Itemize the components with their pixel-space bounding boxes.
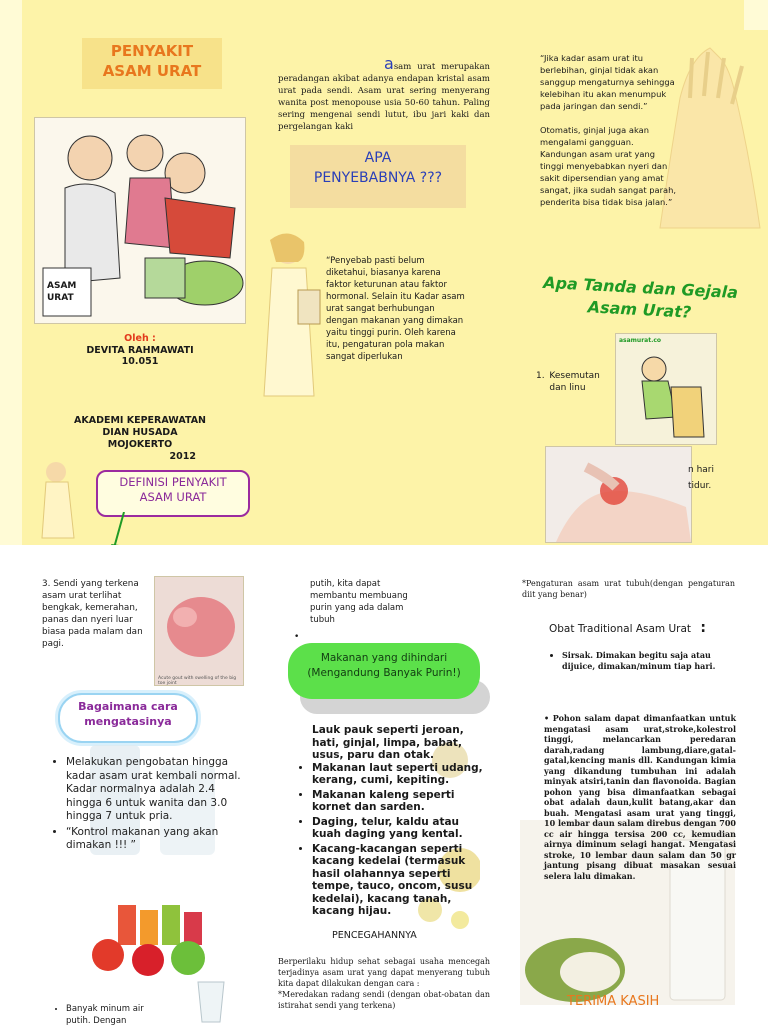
toe-photo-caption: Acute gout with swelling of the big toe joint [158, 676, 237, 686]
gout-cartoon-illustration [34, 117, 246, 324]
water-glass-image [190, 978, 232, 1024]
fruit-juices-image [88, 900, 228, 980]
makanan-item: Lauk pauk seperti jeroan, hati, ginjal, limpa, babat, usus, paru dan otak. [312, 724, 464, 761]
pencegahan-title: PENCEGAHANNYA [332, 930, 417, 941]
institution-block: AKADEMI KEPERAWATAN DIAN HUSADA MOJOKERTO 2012 [74, 415, 206, 462]
toe-drawing [155, 577, 243, 672]
site-label: asamurat.co [619, 337, 662, 344]
obat-title: Obat Traditional Asam Urat : [549, 620, 706, 636]
oleh-label: Oleh : [124, 333, 156, 344]
salam-bullet: • [544, 713, 553, 723]
sendi-paragraph: 3. Sendi yang terkena asam urat terlihat bengkak, kemerahan, panas dan nyeri luar biasa pada malam dan pagi. [42, 579, 143, 649]
author-name: DEVITA RAHMAWATI [86, 345, 194, 356]
mengatasi-list [48, 756, 244, 855]
author-nim: 10.051 [121, 356, 159, 367]
minum-item: • Banyak minum air putih. Dengan [66, 1003, 160, 1027]
makanan-dihindari-pill: Makanan yang dihindari (Mengandung Banyak Purin!) [288, 643, 480, 699]
intro-paragraph: asam urat merupakan peradangan akibat adanya endapan kristal asam urat pada sendi. Asam urat sering menyerang wanita post menopouse usia 50-60 tahun. Paling sering mengenai sendi lutut, ibu jari kaki dan pergelangan kaki [278, 54, 490, 132]
quote-ginjal: “Jika kadar asam urat itu berlebihan, ginjal tidak akan sanggup mengaturnya sehingga kelebihan itu akan menumpuk pada jaringan dan sendi.” Otomatis, ginjal juga akan mengalami gangguan. Kandungan asam urat yang tinggi menyebabkan nyeri dan sakit dipersendian yang amat sangat, jika sudah sangat parah, penderita bisa tidak bisa jalan.” [540, 53, 677, 207]
kesemutan-illustration [615, 333, 717, 445]
penyebab-paragraph: “Penyebab pasti belum diketahui, biasanya karena faktor keturunan atau faktor hormonal. Selain itu Kadar asam urat sangat berhubungan dengan makanan yang dimakan yaitu tinggi purin. Oleh karena itu, pengaturan pola makan sangat diperlukan [326, 256, 465, 362]
brochure-title: PENYAKIT ASAM URAT [82, 38, 222, 89]
pencegahan-paragraph: Berperilaku hidup sehat sebagai usaha mencegah terjadinya asam urat yang dapat menyerang tubuh kita dapat dilakukan dengan cara : *Meredakan radang sendi (dengan obat-obatan dan istirahat sendi yang terkena) [278, 957, 490, 1010]
mengatasi-item: • Melakukan pengobatan hingga kadar asam urat kembali normal. Kadar normalnya adalah 2.4 hingga 6 untuk wanita dan 3.0 hingga 7 untuk pria. [66, 756, 244, 824]
terima-kasih: TERIMA KASIH [567, 994, 660, 1009]
makanan-item: • Makanan laut seperti udang, kerang, cumi, kepiting. [312, 762, 490, 787]
pengaturan-paragraph: *Pengaturan asam urat tubuh(dengan pengaturan diit yang benar) [522, 579, 735, 599]
makanan-list [294, 724, 490, 920]
tanda-list [536, 370, 616, 394]
makanan-item: • Makanan kaleng seperti kornet dan sarden. [312, 789, 490, 814]
cartoon-asam-urat-label: ASAM URAT [47, 281, 77, 303]
knee-pain-photo [545, 446, 692, 543]
doctor-figure [258, 228, 328, 398]
membuang-purin-text: putih, kita dapat membantu membuang purin yang ada dalam tubuh [310, 579, 408, 625]
apa-penyebabnya-box: APA PENYEBABNYA ??? [290, 145, 466, 208]
nurse-figure-left [36, 458, 84, 543]
makanan-item: • Kacang-kacangan seperti kacang kedelai (termasuk hasil olahannya seperti tempe, tauco, oncom, susu kedelai), kacang tanah, kacang hijau. [312, 843, 490, 918]
knee-drawing [546, 447, 691, 542]
tanda-gejala-title: Apa Tanda dan Gejala Asam Urat? [542, 272, 739, 322]
sirsak-list [544, 650, 730, 673]
empty-bullet: • [294, 632, 300, 642]
definisi-speech-bubble: DEFINISI PENYAKIT ASAM URAT [96, 470, 250, 517]
right-corner-strip [744, 0, 768, 30]
tanda-item-1: 1. Kesemutan dan linu [536, 371, 600, 393]
minum-list [48, 1003, 160, 1029]
swollen-toe-photo [154, 576, 244, 686]
tanda-partial-text: n hari tidur. [688, 465, 714, 491]
salam-paragraph: • Pohon salam dapat dimanfaatkan untuk mengatasi asam urat,stroke,kolestrol tinggi, melancarkan peredaran darah,radang lambung,diare,gatal-gatal,kencing manis dll. Kandungan kimia yang dikandung tumbuhan ini adalah minyak atsiri,tanin dan flavonoida. Bagian pohon yang bisa dimanfaatkan sebagai obat adalah daun,kulit batang,akar dan buah. Mengatasi asam urat yang tinggi, 10 lembar daun salam direbus dengan 700 cc air hingga tersisa 200 cc, kemudian airnya diminum selagi hangat. Mengatasi stroke, 10 lembar daun salam dan 50 gr jantung pisang dibuat masakan sesuai selera lalu dimakan. [544, 713, 736, 881]
sirsak-item: • Sirsak. Dimakan begitu saja atau dijuice, dimakan/minum tiap hari. [562, 650, 730, 671]
bagaimana-cloud: Bagaimana cara mengatasinya [58, 693, 198, 743]
kesemutan-drawing [616, 347, 716, 442]
mengatasi-item: • “Kontrol makanan yang akan dimakan !!! ” [66, 826, 244, 853]
makanan-item: • Daging, telur, kaldu atau kuah daging yang kental. [312, 816, 490, 841]
left-margin-strip [0, 0, 22, 545]
